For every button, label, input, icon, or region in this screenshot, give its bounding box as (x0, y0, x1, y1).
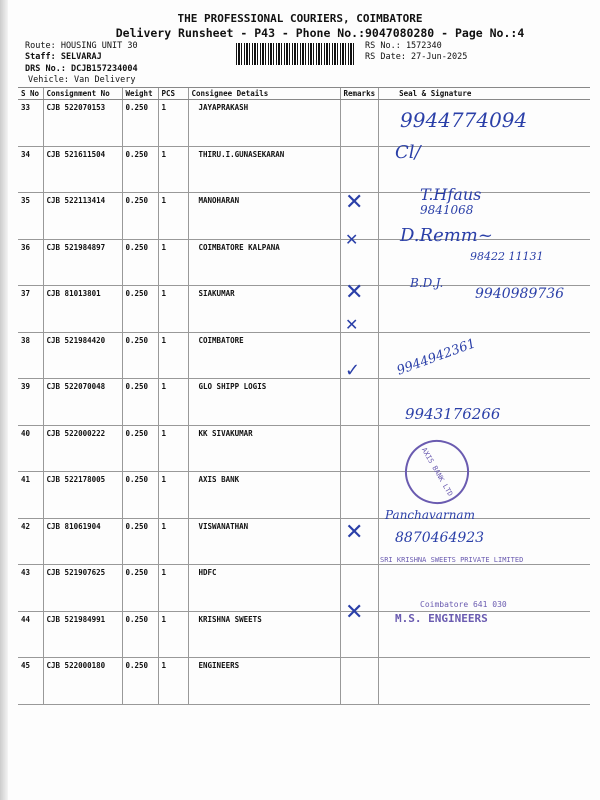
consignee-name: COIMBATORE KALPANA (188, 239, 340, 286)
serial-number: 41 (18, 472, 43, 519)
consignee-name: GLO SHIPP LOGIS (188, 379, 340, 426)
pieces: 1 (158, 193, 188, 240)
pieces: 1 (158, 332, 188, 379)
consignee-name: SIAKUMAR (188, 286, 340, 333)
table-row (18, 193, 590, 240)
remark-tick: ✕ (345, 600, 364, 625)
table-row (18, 379, 590, 426)
consignee-name: AXIS BANK (188, 472, 340, 519)
serial-number: 36 (18, 239, 43, 286)
col-signature: Seal & Signature (379, 88, 590, 100)
serial-number: 33 (18, 100, 43, 147)
serial-number: 43 (18, 565, 43, 612)
consignee-name: MANOHARAN (188, 193, 340, 240)
signature: B.D.J. (410, 276, 444, 290)
handwritten-phone: 98422 11131 (470, 250, 544, 263)
consignment-number: CJB 522070048 (43, 379, 122, 426)
col-weight: Weight (122, 88, 158, 100)
consignment-number: CJB 522070153 (43, 100, 122, 147)
runsheet-table (18, 87, 590, 705)
engineers-address: Coimbatore 641 030 (420, 600, 507, 609)
rs-date: RS Date: 27-Jun-2025 (365, 52, 468, 62)
weight: 0.250 (122, 658, 158, 705)
consignment-number: CJB 521907625 (43, 565, 122, 612)
pieces: 1 (158, 239, 188, 286)
serial-number: 38 (18, 332, 43, 379)
remarks-cell (340, 146, 379, 193)
col-consignment: Consignment No (43, 88, 122, 100)
serial-number: 37 (18, 286, 43, 333)
pieces: 1 (158, 472, 188, 519)
remarks-cell (340, 100, 379, 147)
consignment-number: CJB 521984420 (43, 332, 122, 379)
remarks-cell (340, 379, 379, 426)
staff: Staff: SELVARAJ (25, 52, 102, 62)
table-row (18, 472, 590, 519)
table-row (18, 425, 590, 472)
handwritten-phone: 8870464923 (395, 530, 485, 546)
weight: 0.250 (122, 146, 158, 193)
consignment-number: CJB 521611504 (43, 146, 122, 193)
handwritten-phone: 9944942361 (394, 336, 478, 379)
remark-tick: ✕ (345, 520, 364, 545)
vehicle: Vehicle: Van Delivery (28, 75, 136, 85)
pieces: 1 (158, 146, 188, 193)
pieces: 1 (158, 425, 188, 472)
krishna-sweets-stamp: SRI KRISHNA SWEETS PRIVATE LIMITED (380, 556, 524, 564)
consignment-number: CJB 522000222 (43, 425, 122, 472)
signature: T.Hfaus (420, 185, 482, 204)
drs-no: DRS No.: DCJB157234004 (25, 64, 138, 74)
scan-edge (0, 0, 8, 800)
engineers-stamp: M.S. ENGINEERS (395, 612, 488, 625)
weight: 0.250 (122, 332, 158, 379)
weight: 0.250 (122, 472, 158, 519)
col-sno: S No (18, 88, 43, 100)
weight: 0.250 (122, 193, 158, 240)
rs-no: RS No.: 1572340 (365, 41, 442, 51)
consignee-name: ENGINEERS (188, 658, 340, 705)
signature: D.Remm~ (400, 225, 493, 246)
serial-number: 34 (18, 146, 43, 193)
consignment-number: CJB 521984897 (43, 239, 122, 286)
weight: 0.250 (122, 518, 158, 565)
pieces: 1 (158, 379, 188, 426)
table-row (18, 611, 590, 658)
weight: 0.250 (122, 611, 158, 658)
consignment-number: CJB 522000180 (43, 658, 122, 705)
weight: 0.250 (122, 239, 158, 286)
pieces: 1 (158, 518, 188, 565)
consignee-name: HDFC (188, 565, 340, 612)
handwritten-phone: 9940989736 (475, 286, 565, 302)
barcode (236, 43, 354, 65)
pieces: 1 (158, 611, 188, 658)
consignee-name: JAYAPRAKASH (188, 100, 340, 147)
handwritten-phone: 9943176266 (405, 405, 501, 423)
handwritten-name: Panchavarnam (385, 508, 475, 522)
consignment-number: CJB 522113414 (43, 193, 122, 240)
table-row (18, 146, 590, 193)
consignment-number: CJB 521984991 (43, 611, 122, 658)
remark-tick: ✓ (345, 360, 361, 381)
pieces: 1 (158, 100, 188, 147)
table-row (18, 658, 590, 705)
runsheet-subtitle: Delivery Runsheet - P43 - Phone No.:9047080280 - Page No.:4 (115, 26, 525, 40)
axis-bank-stamp: AXIS BANK LTD (393, 428, 480, 515)
remark-tick: ✕ (345, 230, 359, 249)
consignee-name: COIMBATORE (188, 332, 340, 379)
remark-tick: ✕ (345, 315, 359, 334)
serial-number: 45 (18, 658, 43, 705)
serial-number: 35 (18, 193, 43, 240)
consignee-name: THIRU.I.GUNASEKARAN (188, 146, 340, 193)
consignment-number: CJB 81013801 (43, 286, 122, 333)
pieces: 1 (158, 658, 188, 705)
table-row (18, 332, 590, 379)
consignment-number: CJB 81061904 (43, 518, 122, 565)
remarks-cell (340, 658, 379, 705)
pieces: 1 (158, 286, 188, 333)
weight: 0.250 (122, 100, 158, 147)
company-title: THE PROFESSIONAL COURIERS, COIMBATORE (177, 12, 423, 25)
remarks-cell (340, 425, 379, 472)
col-consignee: Consignee Details (188, 88, 340, 100)
remarks-cell (340, 472, 379, 519)
remark-tick: ✕ (345, 280, 364, 305)
route: Route: HOUSING UNIT 30 (25, 41, 138, 51)
pieces: 1 (158, 565, 188, 612)
serial-number: 42 (18, 518, 43, 565)
consignee-name: KK SIVAKUMAR (188, 425, 340, 472)
col-pcs: PCS (158, 88, 188, 100)
col-remarks: Remarks (340, 88, 379, 100)
remark-tick: ✕ (345, 190, 364, 215)
handwritten-phone: 9841068 (420, 203, 474, 217)
weight: 0.250 (122, 379, 158, 426)
consignment-number: CJB 522178005 (43, 472, 122, 519)
handwritten-phone: 9944774094 (400, 108, 528, 132)
serial-number: 39 (18, 379, 43, 426)
consignee-name: VISWANATHAN (188, 518, 340, 565)
signature: Cl/ (395, 142, 421, 163)
weight: 0.250 (122, 425, 158, 472)
serial-number: 44 (18, 611, 43, 658)
serial-number: 40 (18, 425, 43, 472)
weight: 0.250 (122, 286, 158, 333)
consignee-name: KRISHNA SWEETS (188, 611, 340, 658)
signature-cell (379, 658, 590, 705)
weight: 0.250 (122, 565, 158, 612)
